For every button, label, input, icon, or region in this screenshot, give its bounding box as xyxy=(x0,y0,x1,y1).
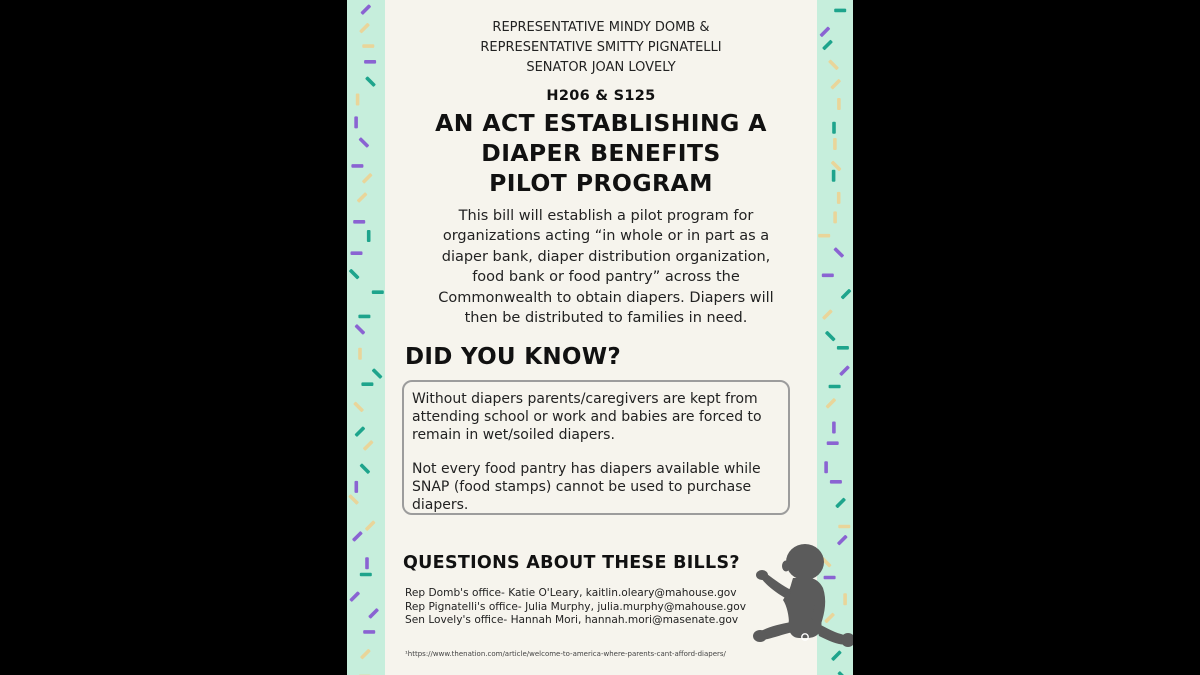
confetti-piece xyxy=(358,348,362,360)
confetti-piece xyxy=(349,269,360,280)
confetti-piece xyxy=(372,290,384,294)
confetti-piece xyxy=(831,160,842,171)
contact-line: Sen Lovely's office- Hannah Mori, hannah.mori@masenate.gov xyxy=(405,614,739,626)
title-line: AN ACT ESTABLISHING A xyxy=(435,109,767,137)
confetti-piece xyxy=(348,494,359,505)
confetti-piece xyxy=(839,365,850,376)
title-line: DIAPER BENEFITS xyxy=(481,139,721,167)
fact-text: Not every food pantry has diapers available while SNAP (food stamps) cannot be used to purchase diapers. xyxy=(412,461,761,513)
sponsor-line: REPRESENTATIVE SMITTY PIGNATELLI xyxy=(480,40,722,55)
confetti-piece xyxy=(354,426,365,437)
confetti-piece xyxy=(832,122,836,134)
confetti-piece xyxy=(357,192,368,203)
confetti-piece xyxy=(365,520,376,531)
footnote-link[interactable]: ¹https://www.thenation.com/article/welcome-to-america-where-parents-cant-afford-diapers/ xyxy=(405,650,726,658)
confetti-piece xyxy=(833,211,837,223)
facts-box xyxy=(402,380,790,515)
confetti-piece xyxy=(360,573,372,577)
confetti-piece xyxy=(356,94,360,106)
contact-line: Rep Domb's office- Katie O'Leary, kaitlin.oleary@mahouse.gov xyxy=(405,587,737,599)
confetti-piece xyxy=(353,220,365,224)
confetti-piece xyxy=(358,137,369,148)
confetti-piece xyxy=(828,59,839,70)
confetti-piece xyxy=(353,401,364,412)
confetti-piece xyxy=(833,138,837,150)
confetti-piece xyxy=(360,649,371,660)
title-line: PILOT PROGRAM xyxy=(489,169,713,197)
confetti-piece xyxy=(349,591,360,602)
confetti-piece xyxy=(835,497,846,508)
confetti-piece xyxy=(351,164,363,168)
sponsors xyxy=(385,18,817,78)
confetti-piece xyxy=(362,173,373,184)
confetti-piece xyxy=(840,289,851,300)
confetti-piece xyxy=(834,9,846,13)
confetti-piece xyxy=(364,60,376,64)
confetti-piece xyxy=(362,44,374,48)
bill-numbers: H206 & S125 xyxy=(546,88,656,104)
did-you-know-heading: DID YOU KNOW? xyxy=(405,344,622,370)
confetti-piece xyxy=(827,441,839,445)
fact-text: Without diapers parents/caregivers are kept from attending school or work and babies are forced to remain in wet/soiled diapers. xyxy=(412,391,762,443)
confetti-piece xyxy=(367,230,371,242)
confetti-piece xyxy=(358,315,370,319)
confetti-piece xyxy=(829,385,841,389)
confetti-piece xyxy=(365,557,369,569)
confetti-piece xyxy=(825,398,836,409)
confetti-piece xyxy=(824,461,828,473)
confetti-piece xyxy=(368,608,379,619)
confetti-piece xyxy=(354,324,365,335)
confetti-piece xyxy=(822,309,833,320)
confetti-piece xyxy=(363,440,374,451)
contact-list xyxy=(405,587,746,628)
sponsor-line: SENATOR JOAN LOVELY xyxy=(526,60,676,75)
confetti-piece xyxy=(359,463,370,474)
confetti-piece xyxy=(830,480,842,484)
confetti-piece xyxy=(372,368,383,379)
confetti-piece xyxy=(822,274,834,278)
confetti-piece xyxy=(819,26,830,37)
questions-heading: QUESTIONS ABOUT THESE BILLS? xyxy=(403,553,740,573)
baby-silhouette-icon xyxy=(753,540,853,652)
flyer xyxy=(347,0,853,675)
confetti-piece xyxy=(837,671,848,675)
confetti-piece xyxy=(838,525,850,529)
confetti-piece xyxy=(352,531,363,542)
confetti-piece xyxy=(825,331,836,342)
contact-line: Rep Pignatelli's office- Julia Murphy, julia.murphy@mahouse.gov xyxy=(405,600,747,613)
confetti-piece xyxy=(354,116,358,128)
confetti-piece xyxy=(837,98,841,110)
bill-title xyxy=(385,108,817,198)
confetti-piece xyxy=(837,192,841,204)
bill-summary: This bill will establish a pilot program for organizations acting “in whole or in part as a diaper bank, diaper distribution organization, food bank or food pantry” across the Commonwealth to obtain diapers. Diapers will then be distributed to families in need. xyxy=(438,208,774,327)
confetti-piece xyxy=(818,234,830,238)
confetti-piece xyxy=(360,4,371,15)
sponsor-line: REPRESENTATIVE MINDY DOMB & xyxy=(492,20,710,35)
confetti-piece xyxy=(361,382,373,386)
confetti-piece xyxy=(354,481,358,493)
confetti-piece xyxy=(365,76,376,87)
confetti-piece xyxy=(822,39,833,50)
confetti-piece xyxy=(837,346,849,350)
confetti-piece xyxy=(359,23,370,34)
confetti-piece xyxy=(832,422,836,434)
confetti-piece xyxy=(832,170,836,182)
confetti-piece xyxy=(830,79,841,90)
confetti-piece xyxy=(833,247,844,258)
confetti-piece xyxy=(363,630,375,634)
confetti-piece xyxy=(351,251,363,255)
